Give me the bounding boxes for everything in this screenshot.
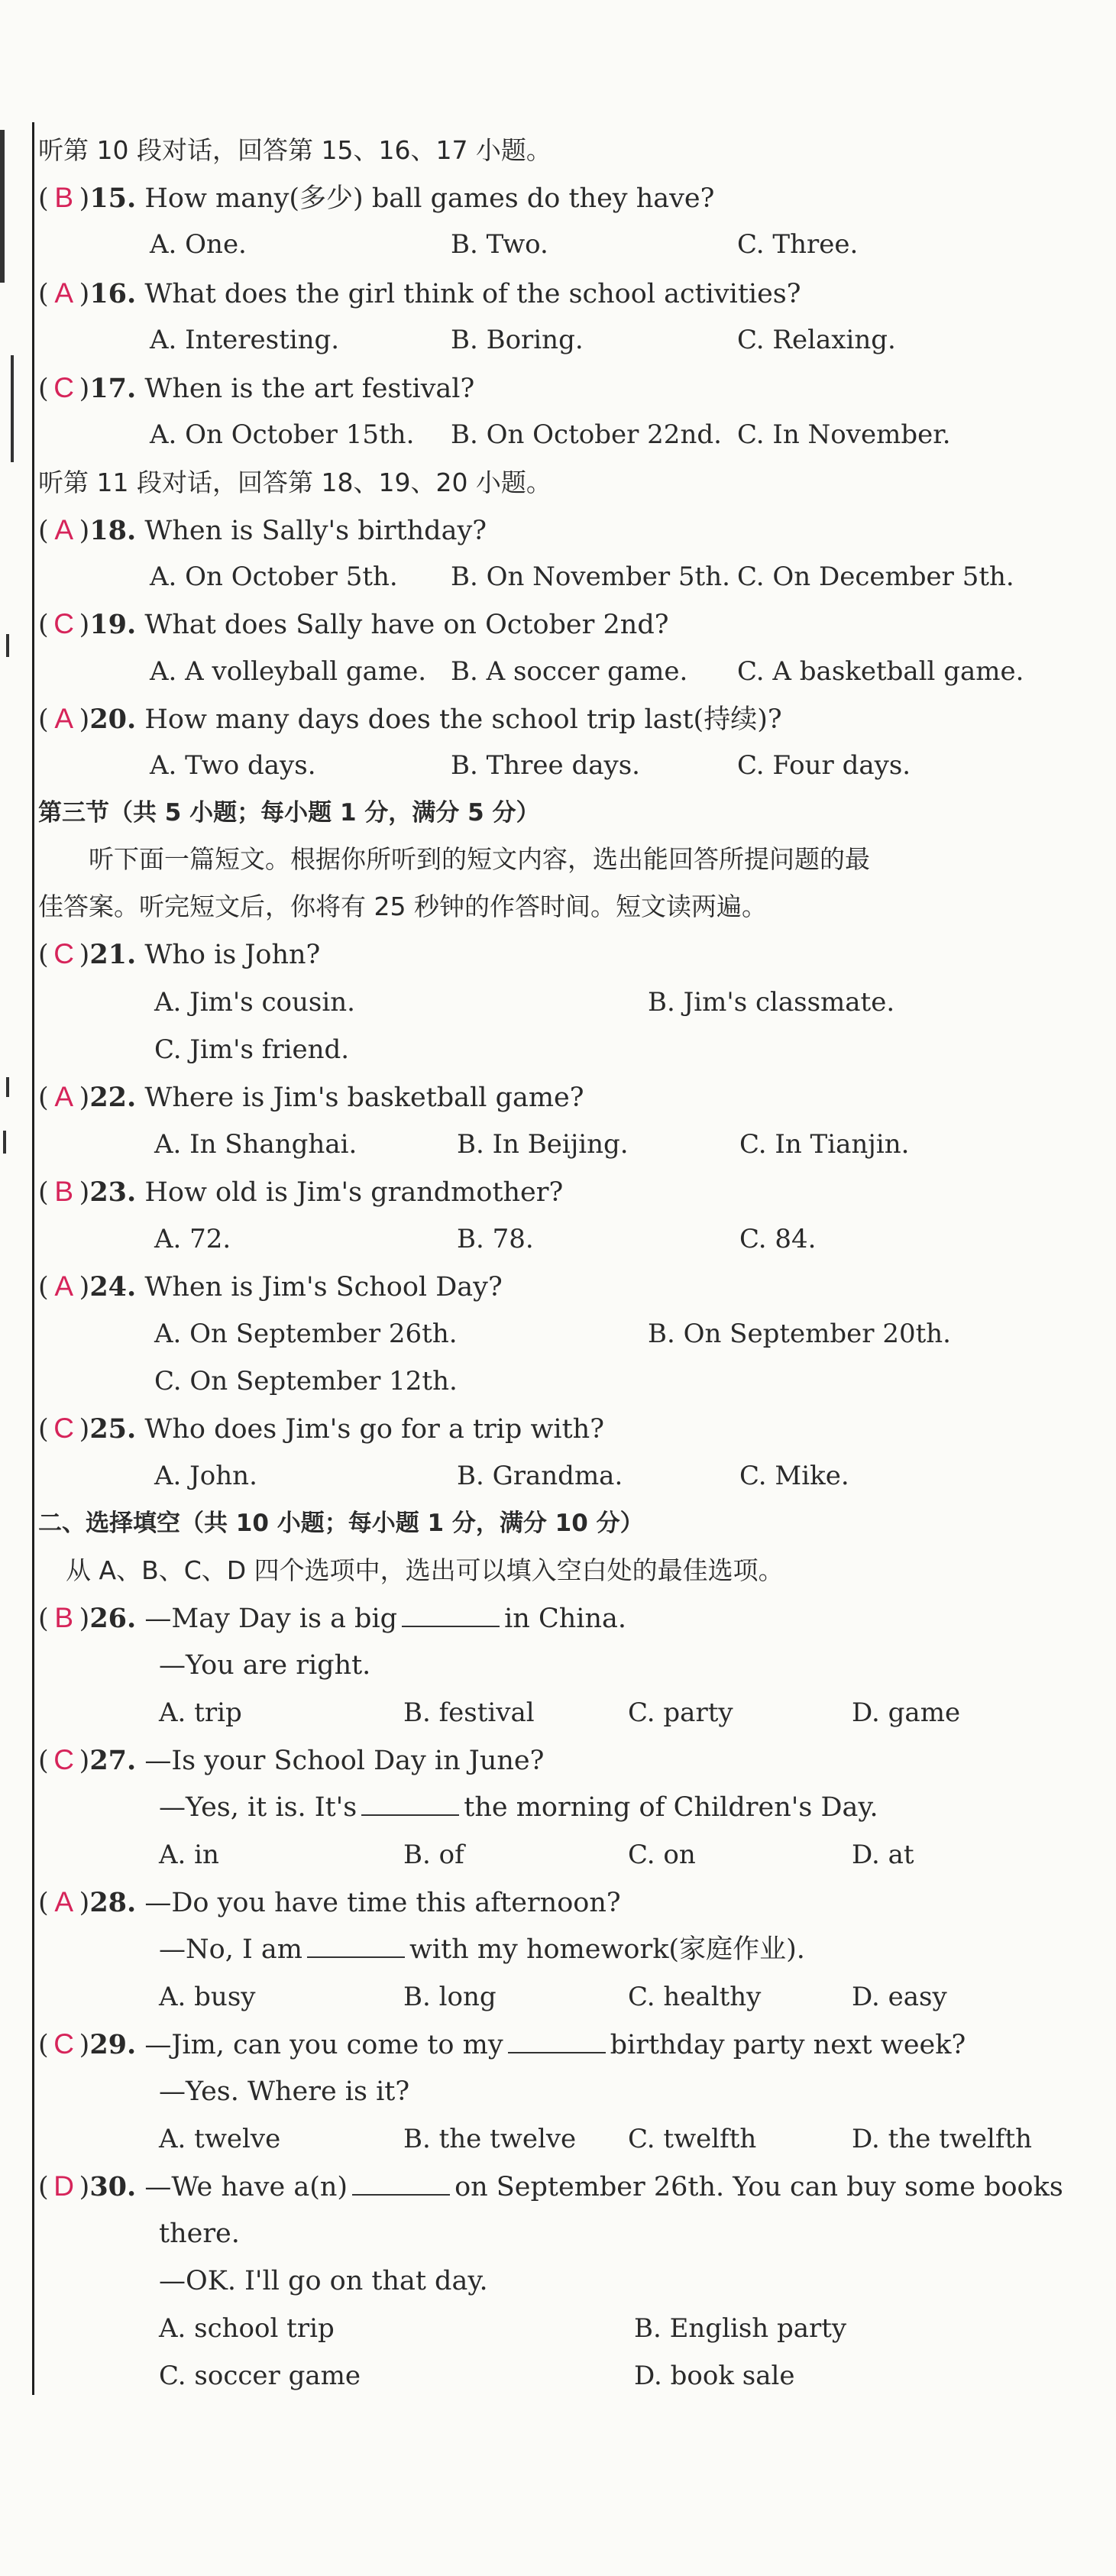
question-17: ( C )17. When is the art festival? bbox=[38, 372, 475, 404]
option-a: A. On October 5th. bbox=[150, 561, 398, 592]
answer-mark: B bbox=[54, 1176, 73, 1207]
option-a: A. Jim's cousin. bbox=[154, 987, 355, 1018]
answer-mark: A bbox=[54, 1081, 73, 1112]
answer-blank bbox=[352, 2171, 450, 2196]
option-b: B. of bbox=[403, 1840, 464, 1870]
answer-mark: B bbox=[54, 182, 73, 213]
question-25: ( C )25. Who does Jim's go for a trip with? bbox=[38, 1413, 604, 1445]
dialogue-11-heading: 听第 11 段对话，回答第 18、19、20 小题。 bbox=[38, 468, 552, 497]
answer-mark: B bbox=[54, 1602, 73, 1633]
option-c: C. on bbox=[628, 1840, 696, 1870]
reply-text-before-blank: —Yes, it is. It's bbox=[159, 1792, 357, 1823]
option-a: A. John. bbox=[154, 1461, 257, 1491]
question-text-after-blank: birthday party next week? bbox=[610, 2030, 966, 2060]
answer-blank bbox=[508, 2029, 606, 2053]
option-c: C. soccer game bbox=[159, 2361, 361, 2391]
dialogue-10-heading: 听第 10 段对话，回答第 15、16、17 小题。 bbox=[38, 135, 552, 165]
option-c: C. Four days. bbox=[737, 750, 911, 781]
question-text: —Do you have time this afternoon? bbox=[144, 1888, 621, 1918]
question-19: ( C )19. What does Sally have on October 2nd? bbox=[38, 608, 669, 640]
dialogue-reply: —Yes. Where is it? bbox=[159, 2076, 410, 2107]
question-text: When is the art festival? bbox=[144, 374, 475, 404]
option-b: B. long bbox=[403, 1982, 497, 2012]
question-text: When is Jim's School Day? bbox=[144, 1272, 503, 1303]
option-a: A. Two days. bbox=[150, 750, 316, 781]
question-text: —Is your School Day in June? bbox=[144, 1746, 545, 1776]
question-22: ( A )22. Where is Jim's basketball game? bbox=[38, 1081, 584, 1113]
question-29: ( C )29. —Jim, can you come to my birthday party next week? bbox=[38, 2028, 966, 2060]
question-text-continuation: there. bbox=[159, 2218, 240, 2249]
question-27: ( C )27. —Is your School Day in June? bbox=[38, 1744, 545, 1776]
question-text: Who is John? bbox=[144, 940, 321, 970]
dialogue-reply: —OK. I'll go on that day. bbox=[159, 2266, 488, 2296]
option-b: B. Jim's classmate. bbox=[648, 987, 895, 1018]
answer-mark: C bbox=[53, 1413, 75, 1444]
option-b: B. the twelve bbox=[403, 2124, 577, 2154]
question-18: ( A )18. When is Sally's birthday? bbox=[38, 514, 487, 546]
question-text: How many days does the school trip last(持续)? bbox=[144, 704, 782, 735]
option-a: A. trip bbox=[159, 1697, 242, 1728]
page-margin-line bbox=[32, 122, 34, 2395]
question-text: What does Sally have on October 2nd? bbox=[144, 610, 669, 640]
option-b: B. On November 5th. bbox=[451, 561, 730, 592]
question-15: ( B )15. How many(多少) ball games do they have? bbox=[38, 182, 715, 214]
answer-mark: A bbox=[54, 1886, 73, 1917]
reply-text-after-blank: the morning of Children's Day. bbox=[464, 1792, 878, 1823]
option-c: C. 84. bbox=[739, 1224, 817, 1254]
question-number: 15. bbox=[89, 183, 137, 214]
question-number: 23. bbox=[89, 1176, 137, 1208]
margin-mark bbox=[6, 1077, 9, 1097]
question-number: 26. bbox=[89, 1603, 137, 1634]
margin-mark bbox=[0, 130, 5, 283]
question-number: 25. bbox=[89, 1413, 137, 1445]
option-b: B. Three days. bbox=[451, 750, 640, 781]
question-number: 18. bbox=[89, 515, 137, 546]
option-c: C. On December 5th. bbox=[737, 561, 1014, 592]
question-number: 29. bbox=[89, 2029, 137, 2060]
answer-blank bbox=[361, 1791, 459, 1816]
option-c: C. Relaxing. bbox=[737, 325, 896, 355]
answer-mark: A bbox=[54, 514, 73, 545]
option-c: C. party bbox=[628, 1697, 733, 1728]
dialogue-reply bbox=[159, 1933, 805, 1966]
answer-blank bbox=[402, 1603, 500, 1627]
option-a: A. One. bbox=[150, 229, 247, 260]
dialogue-reply: —You are right. bbox=[159, 1650, 371, 1681]
question-24: ( A )24. When is Jim's School Day? bbox=[38, 1270, 503, 1303]
option-d: D. the twelfth bbox=[852, 2124, 1033, 2154]
option-c: C. Three. bbox=[737, 229, 859, 260]
question-23: ( B )23. How old is Jim's grandmother? bbox=[38, 1176, 564, 1208]
option-b: B. Two. bbox=[451, 229, 548, 260]
option-a: A. On September 26th. bbox=[154, 1319, 458, 1349]
question-number: 17. bbox=[89, 373, 137, 404]
question-number: 19. bbox=[89, 609, 137, 640]
option-b: B. A soccer game. bbox=[451, 656, 688, 687]
option-c: C. In Tianjin. bbox=[739, 1129, 910, 1160]
question-16: ( A )16. What does the girl think of the school activities? bbox=[38, 277, 801, 309]
option-d: D. game bbox=[852, 1697, 961, 1728]
question-26: ( B )26. —May Day is a big in China. bbox=[38, 1602, 626, 1634]
option-b: B. On September 20th. bbox=[648, 1319, 951, 1349]
option-a: A. In Shanghai. bbox=[154, 1129, 357, 1160]
option-a: A. twelve bbox=[159, 2124, 281, 2154]
option-b: B. festival bbox=[403, 1697, 535, 1728]
option-a: A. busy bbox=[159, 1982, 256, 2012]
question-21: ( C )21. Who is John? bbox=[38, 938, 321, 970]
question-text: When is Sally's birthday? bbox=[144, 516, 487, 546]
question-text: Where is Jim's basketball game? bbox=[144, 1083, 584, 1113]
question-number: 21. bbox=[89, 939, 137, 970]
option-c: C. Mike. bbox=[739, 1461, 849, 1491]
question-30: ( D )30. —We have a(n) on September 26th. You can buy some books bbox=[38, 2170, 1063, 2202]
reply-text-after-blank: with my homework(家庭作业). bbox=[409, 1934, 805, 1965]
question-text-after-blank: in China. bbox=[504, 1604, 626, 1634]
question-number: 24. bbox=[89, 1271, 137, 1303]
answer-mark: C bbox=[53, 2028, 75, 2060]
question-28: ( A )28. —Do you have time this afternoon? bbox=[38, 1886, 621, 1918]
option-c: C. Jim's friend. bbox=[154, 1034, 350, 1065]
answer-mark: C bbox=[53, 372, 75, 403]
question-number: 16. bbox=[89, 278, 137, 309]
option-a: A. school trip bbox=[159, 2313, 335, 2344]
question-number: 30. bbox=[89, 2171, 137, 2202]
question-text-before-blank: —We have a(n) bbox=[144, 2172, 348, 2202]
option-a: A. A volleyball game. bbox=[150, 656, 427, 687]
option-b: B. On October 22nd. bbox=[451, 419, 722, 450]
answer-mark: A bbox=[54, 703, 73, 734]
margin-mark bbox=[3, 1131, 6, 1154]
option-b: B. Boring. bbox=[451, 325, 584, 355]
answer-mark: C bbox=[53, 938, 75, 969]
answer-blank bbox=[307, 1934, 405, 1958]
margin-mark bbox=[6, 634, 9, 657]
option-a: A. Interesting. bbox=[150, 325, 340, 355]
question-text-before-blank: —May Day is a big bbox=[144, 1604, 398, 1634]
question-20: ( A )20. How many days does the school trip last(持续)? bbox=[38, 703, 782, 735]
question-text: Who does Jim's go for a trip with? bbox=[144, 1414, 604, 1445]
section-3-instruction-line-1: 听下面一篇短文。根据你所听到的短文内容，选出能回答所提问题的最 bbox=[89, 844, 870, 874]
option-d: D. easy bbox=[852, 1982, 947, 2012]
option-a: A. On October 15th. bbox=[150, 419, 415, 450]
dialogue-reply bbox=[159, 1791, 878, 1824]
section-3-title: 第三节（共 5 小题；每小题 1 分，满分 5 分） bbox=[38, 799, 540, 827]
question-text: How many(多少) ball games do they have? bbox=[144, 183, 715, 214]
question-text: How old is Jim's grandmother? bbox=[144, 1177, 564, 1208]
question-text-before-blank: —Jim, can you come to my bbox=[144, 2030, 503, 2060]
margin-mark bbox=[11, 355, 14, 462]
section-3-instruction-line-2: 佳答案。听完短文后，你将有 25 秒钟的作答时间。短文读两遍。 bbox=[38, 892, 767, 921]
option-c: C. twelfth bbox=[628, 2124, 757, 2154]
option-b: B. In Beijing. bbox=[457, 1129, 629, 1160]
option-d: D. book sale bbox=[634, 2361, 795, 2391]
question-number: 27. bbox=[89, 1745, 137, 1776]
answer-mark: C bbox=[53, 1744, 75, 1775]
option-b: B. English party bbox=[634, 2313, 847, 2344]
question-text-after-blank: on September 26th. You can buy some books bbox=[454, 2172, 1063, 2202]
answer-mark: D bbox=[53, 2170, 75, 2202]
option-b: B. Grandma. bbox=[457, 1461, 623, 1491]
question-number: 22. bbox=[89, 1082, 137, 1113]
answer-mark: A bbox=[54, 1270, 73, 1302]
answer-mark: A bbox=[54, 277, 73, 309]
option-a: A. 72. bbox=[154, 1224, 231, 1254]
question-number: 28. bbox=[89, 1887, 137, 1918]
option-d: D. at bbox=[852, 1840, 914, 1870]
question-text: What does the girl think of the school activities? bbox=[144, 279, 801, 309]
option-c: C. On September 12th. bbox=[154, 1366, 458, 1396]
part-2-instruction: 从 A、B、C、D 四个选项中，选出可以填入空白处的最佳选项。 bbox=[66, 1555, 784, 1585]
option-a: A. in bbox=[159, 1840, 219, 1870]
part-2-title: 二、选择填空（共 10 小题；每小题 1 分，满分 10 分） bbox=[38, 1510, 644, 1537]
option-c: C. healthy bbox=[628, 1982, 762, 2012]
question-number: 20. bbox=[89, 704, 137, 735]
reply-text-before-blank: —No, I am bbox=[159, 1934, 302, 1965]
option-b: B. 78. bbox=[457, 1224, 534, 1254]
answer-mark: C bbox=[53, 608, 75, 639]
option-c: C. A basketball game. bbox=[737, 656, 1024, 687]
option-c: C. In November. bbox=[737, 419, 951, 450]
